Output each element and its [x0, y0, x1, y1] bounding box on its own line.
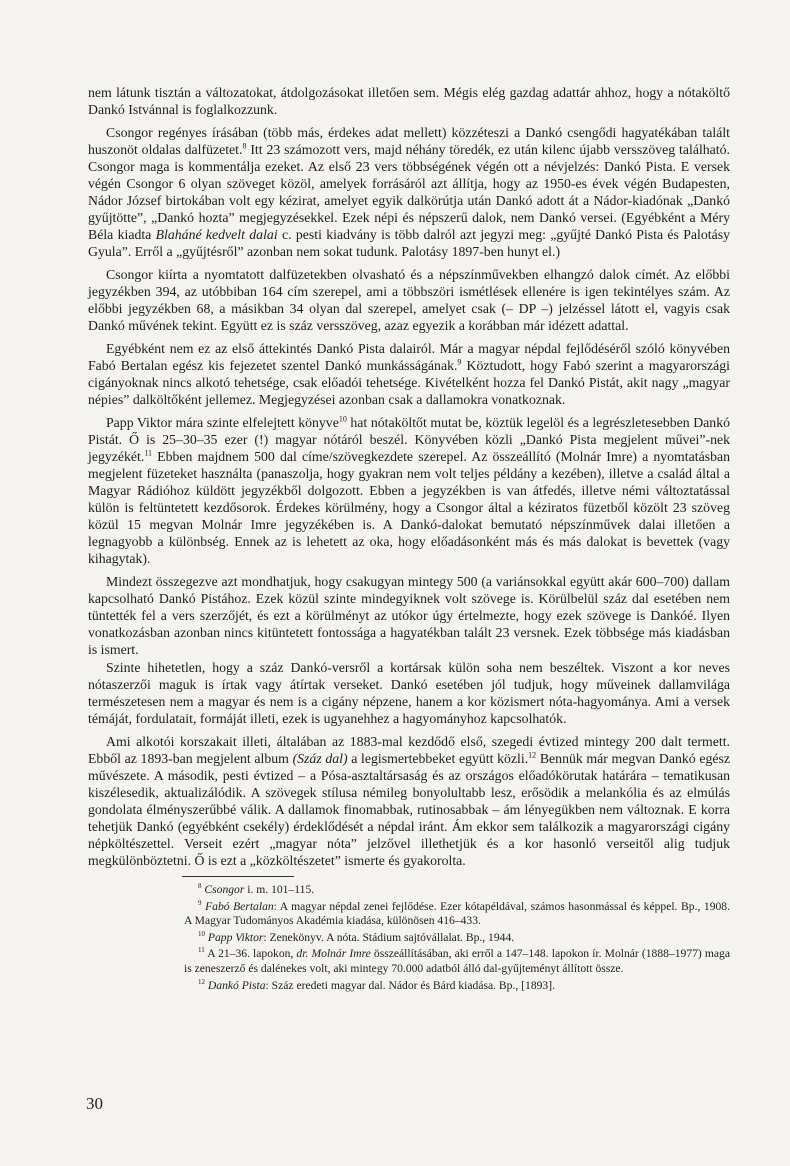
- paragraph: [88, 414, 730, 567]
- paragraph: [88, 733, 730, 869]
- footnote: [184, 979, 730, 994]
- footnote: [184, 931, 730, 946]
- text-run: összeállításában, aki erről a 147–148. lapokon ír. Molnár (1888–1977) maga is zeneszerző és dalénekes volt, aki mintegy 70.000 adatból álló dal-gyűjteményt állított össze.: [184, 947, 730, 975]
- text-run: a legismertebbeket együtt közli.: [347, 751, 529, 766]
- body-text: [88, 84, 730, 869]
- paragraph: [88, 659, 730, 727]
- text-run: Bennük már megvan Dankó egész művészete. A második, pesti évtized – a Pósa-asztaltársaság és az országos előadókörutak határára – tematikusan kiszélesedik, aktualizálódik. A szövegek stílusa némileg bonyolultabb lesz, erősödik a melankólia és az elmúlás gondolata élményszerűbbé válik. A dallamok finomabbak, rutinosabbak – ám lényegükben nem változnak. E korra tehetjük Dankó (egyébként csekély) érdeklődését a népdal iránt. Ám ekkor sem találkozik a magyarországi cigány népköltészettel. Verseit ezért „magyar nóta” jelzővel illethetjük és a kor hasonló verseitől alig tudjuk megkülönböztetni. Ő is ezt a „közköltészetet” ismerte és gyakorolta.: [88, 751, 730, 868]
- footnote-ref: 9: [457, 357, 462, 367]
- italic-text: Dankó Pista: [207, 978, 266, 992]
- text-run: Papp Viktor mára szinte elfelejtett könyve: [106, 415, 339, 430]
- paragraph: [88, 573, 730, 658]
- footnote-divider: [182, 876, 294, 877]
- italic-text: Blaháné kedvelt dalai: [155, 227, 278, 242]
- footnote-ref: 9: [198, 898, 202, 907]
- text-run: i. m. 101–115.: [244, 883, 315, 896]
- text-run: hat nótaköltőt mutat be, köztük legelöl és a legrészletesebben Dankó Pistát. Ő is 25–30–35 ezer (!) magyar nótáról beszél. Könyvében közli „Dankó Pista megjelent művei”-nek jegyzékét.: [88, 415, 730, 464]
- text-run: Mindezt összegezve azt mondhatjuk, hogy csakugyan mintegy 500 (a variánsokkal együtt akár 600–700) dallam kapcsolható Dankó Pistához. Ezek közül szinte mindegyiknek volt szövege is. Körülbelül száz dal esetében nem tüntették fel a vers szerzőjét, és ezt a körülményt az utókor úgy értelmezte, hogy ezek szövege is Dankóé. Ilyen vonatkozásban azonban nincs kitüntetett fontossága a hagyatékban talált 23 versnek. Ezek többsége más kiadásban is ismert.: [88, 574, 730, 657]
- paragraph: [88, 124, 730, 260]
- text-run: Csongor kiírta a nyomtatott dalfüzetekben olvasható és a népszínművekben elhangzó dalok címét. Az előbbi jegyzékben 394, az utóbbiban 164 cím szerepel, ami a többszöri ismétlések ellenére is igen tekintélyes szám. Az előbbi jegyzékben 68, a másikban 34 olyan dal szerepel, amelyet csak (– DP –) jelzéssel látott el, vagyis csak Dankó művének tekint. Együtt ez is száz versszöveg, azaz egyezik a korábban már idézett adattal.: [88, 267, 730, 333]
- text-run: Itt 23 számozott vers, majd néhány töredék, ez után kilenc újabb versszöveg található. Csongor maga is kommentálja ezeket. Az első 23 vers többségének végén ott a névjelzés: Dankó Pista. E versek végén Csongor 6 olyan szöveget közöl, amelyek forrásáról azt állítja, hogy az 1950-es évek végén Budapesten, Nádor József birtokában volt egy kézirat, amelyet egyik dalkörútja után Dankó adott át a Nádor-kiadónak „Dankó gyűjtötte”, „Dankó hozta” megjegyzésekkel. Ezek népi és népszerű dalok, nem Dankó versei. (Egyébként a Méry Béla kiadta: [88, 142, 730, 242]
- footnotes: [184, 883, 730, 993]
- text-run: : A magyar népdal zenei fejlődése. Ezer kótapéldával, számos hasonmással és képpel. Bp., 1908. A Magyar Tudományos Akadémia kiadása, különösen 416–433.: [184, 899, 730, 928]
- footnote: [184, 900, 730, 929]
- text-run: c. pesti kiadvány is több dalról azt jegyzi meg: „gyűjté Dankó Pista és Palotásy Gyula”. Erről a „gyűjtésről” azonban nem sokat tudunk. Palotásy 1897-ben hunyt el.): [88, 227, 730, 259]
- footnote-ref: 10: [338, 414, 347, 424]
- text-run: Egyébként nem ez az első áttekintés Dankó Pista dalairól. Már a magyar népdal fejlődéséről szóló könyvében Fabó Bertalan egész kis fejezetet szentel Dankó munkásságának.: [88, 341, 730, 373]
- text-run: Ami alkotói korszakait illeti, általában az 1883-mal kezdődő első, szegedi évtized mintegy 200 dalt termett. Ebből az 1893-ban megjelent album: [88, 734, 730, 766]
- footnote-ref: 12: [528, 750, 537, 760]
- text-run: : Száz eredeti magyar dal. Nádor és Bárd kiadása. Bp., [1893].: [265, 978, 555, 992]
- footnote-ref: 12: [198, 977, 205, 986]
- footnote-ref: 11: [144, 448, 153, 458]
- footnote-ref: 10: [198, 929, 205, 938]
- page-number: 30: [86, 1094, 103, 1113]
- italic-text: Csongor: [204, 883, 245, 896]
- italic-text: Papp Viktor: [207, 930, 264, 944]
- footnote: [184, 883, 730, 898]
- text-run: Szinte hihetetlen, hogy a száz Dankó-versről a kortársak külön soha nem beszéltek. Viszont a kor neves nótaszerzői maguk is írtak vagy átírtak verseket. Dankó esetében jól tudjuk, hogy műveinek dallamvilága természetesen nem a magyar és nem is a cigány népzene, hanem a kor közismert nóta-hagyománya. Ami a versek témáját, fordulatait, formáját illeti, ezek is ugyanehhez a hagyományhoz kapcsolhatók.: [88, 660, 730, 726]
- footnote-ref: 11: [198, 946, 205, 955]
- footnote-ref: 8: [242, 141, 247, 151]
- text-run: A 21–36. lapokon,: [204, 947, 297, 961]
- footnote-ref: 8: [198, 882, 202, 891]
- italic-text: Fabó Bertalan: [205, 899, 274, 913]
- footnote: [184, 947, 730, 976]
- text-run: Ebben majdnem 500 dal címe/szövegkezdete szerepel. Az összeállító (Molnár Imre) a nyomtatásban megjelent füzeteket használta (panaszolja, hogy gyakran nem volt teljes példány a kezében), illetve a család által a Magyar Rádióhoz küldött jegyzékből dolgozott. Ebben a jegyzékben is van átfedés, illetve némi változtatással külön is feltüntetett kezdősorok. Érdekes körülmény, hogy a Csongor által a kéziratos füzetből közölt 23 szöveg közül 15 megvan Molnár Imre jegyzékében is. A Dankó-dalokat bemutató népszínművek dalai illetően a legnagyobb a különbség. Ennek az is lehetett az oka, hogy előadásonként más és más dalokat is bevettek (vagy kihagytak).: [88, 449, 730, 566]
- paragraph: [88, 84, 730, 118]
- paragraph: [88, 340, 730, 408]
- italic-text: (Száz dal): [292, 751, 348, 766]
- paragraph: [88, 266, 730, 334]
- text-run: Csongor regényes írásában (több más, érdekes adat mellett) közzéteszi a Dankó csengődi hagyatékában talált huszonöt oldalas dalfüzetet.: [88, 125, 730, 157]
- text-run: : Zenekönyv. A nóta. Stádium sajtóvállalat. Bp., 1944.: [263, 930, 515, 944]
- text-run: nem látunk tisztán a változatokat, átdolgozásokat illetően sem. Mégis elég gazdag adattár ahhoz, hogy a nótaköltő Dankó Istvánnal is foglalkozzunk.: [88, 85, 730, 117]
- text-run: Köztudott, hogy Fabó szerint a magyarországi cigányoknak nincs alkotó tehetsége, csak előadói tehetsége. Kivételként hozza fel Dankó Pistát, akit nagy „magyar népies” dalköltőként jellemez. Megjegyzései azonban csak a dallamokra vonatkoznak.: [88, 358, 730, 407]
- italic-text: dr. Molnár Imre: [296, 947, 371, 961]
